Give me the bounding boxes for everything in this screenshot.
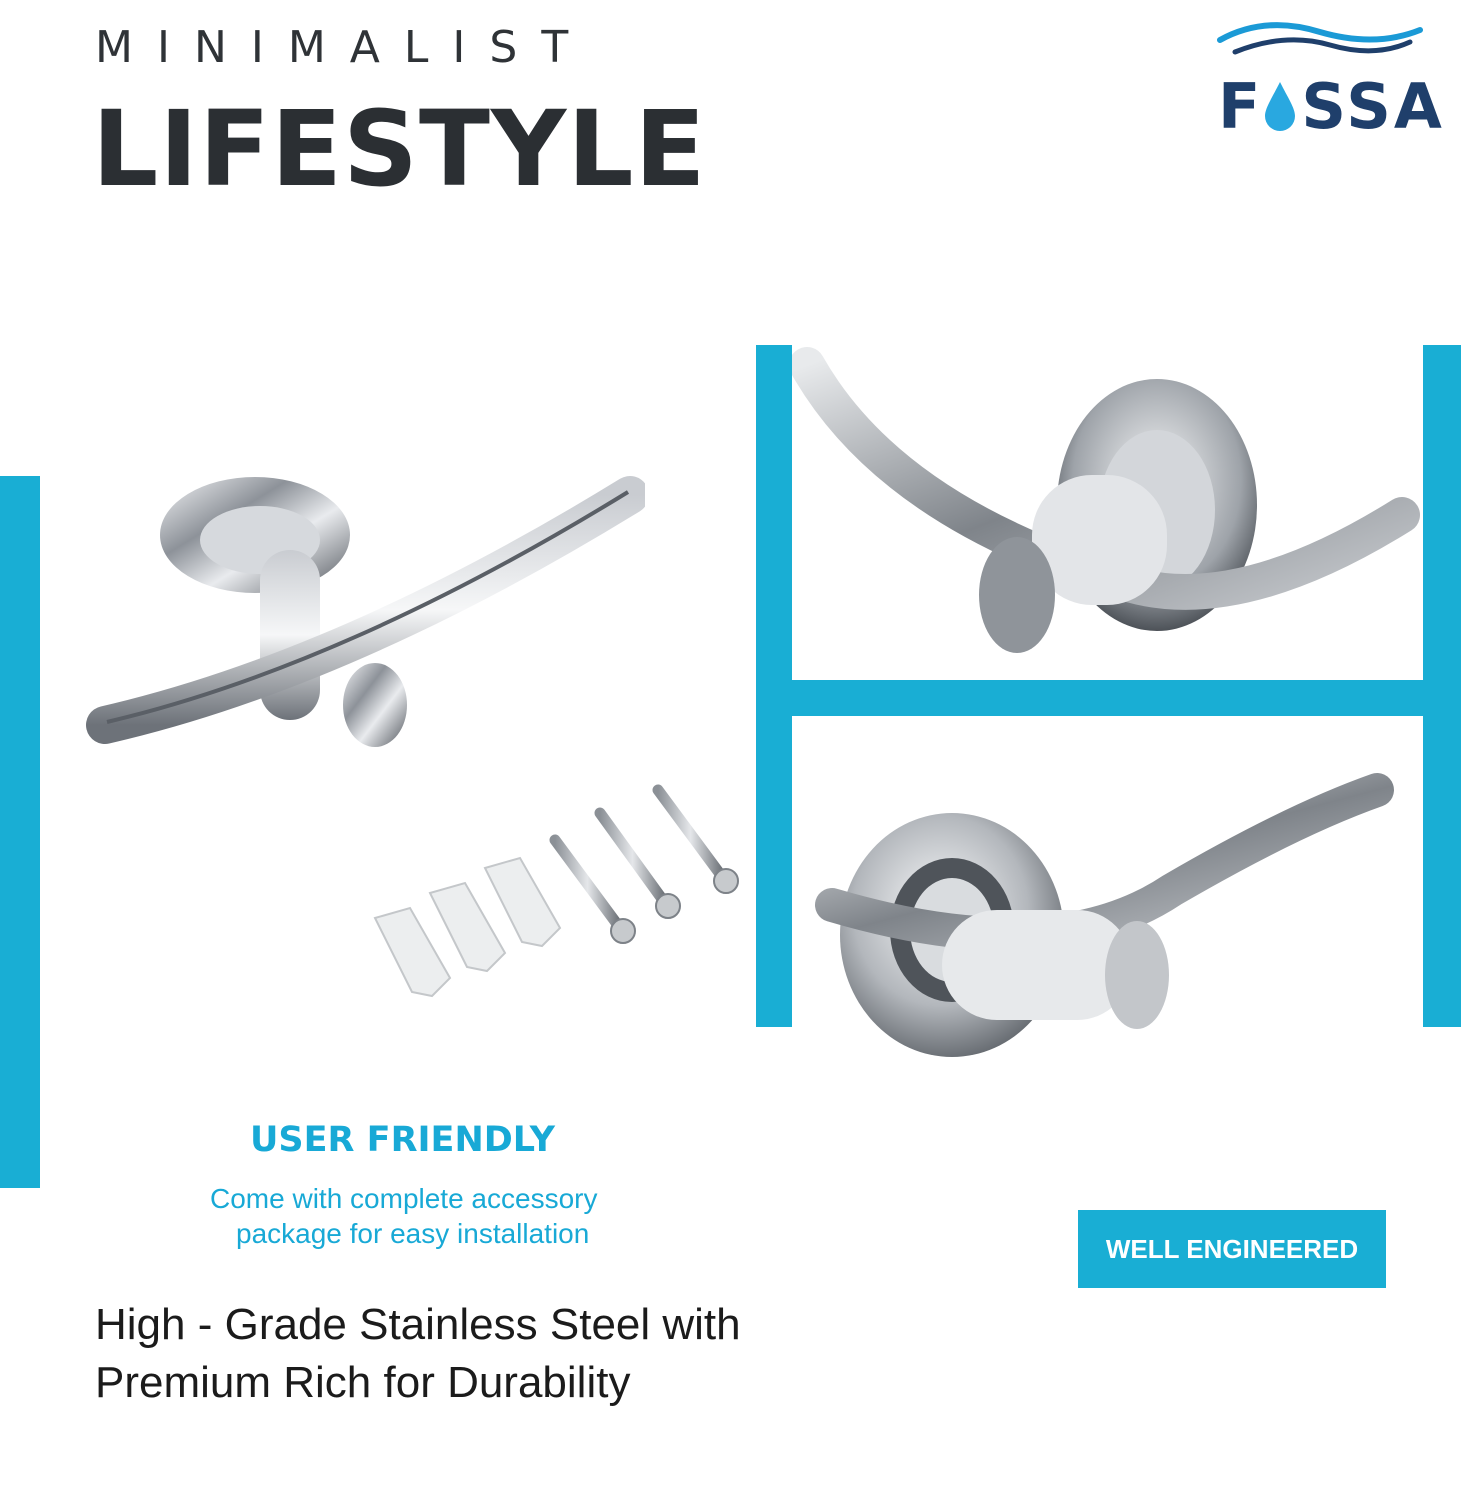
kicker-text: MINIMALIST — [95, 22, 593, 73]
accent-bar-center — [756, 345, 792, 1027]
well-engineered-badge: WELL ENGINEERED — [1078, 1210, 1386, 1288]
accessories-image — [365, 778, 755, 1018]
feature-heading: USER FRIENDLY — [250, 1120, 556, 1160]
detail-image-top — [792, 345, 1423, 680]
feature-line-1: Come with complete accessory — [210, 1183, 598, 1214]
wave-icon — [1205, 10, 1435, 70]
feature-line-2: package for easy installation — [236, 1218, 590, 1249]
brand-name-suffix: SSA — [1301, 70, 1445, 143]
description-line-1: High - Grade Stainless Steel with — [95, 1300, 741, 1349]
headline-text: LIFESTYLE — [92, 88, 707, 210]
product-image-main — [85, 440, 645, 780]
brand-name — [1218, 70, 1445, 143]
detail-image-bottom — [792, 740, 1423, 1070]
brand-name-prefix: F — [1218, 70, 1264, 143]
description-line-2: Premium Rich for Durability — [95, 1358, 631, 1407]
accent-bar-divider — [792, 680, 1423, 716]
accent-bar-left — [0, 476, 40, 1188]
accent-bar-right — [1423, 345, 1461, 1027]
